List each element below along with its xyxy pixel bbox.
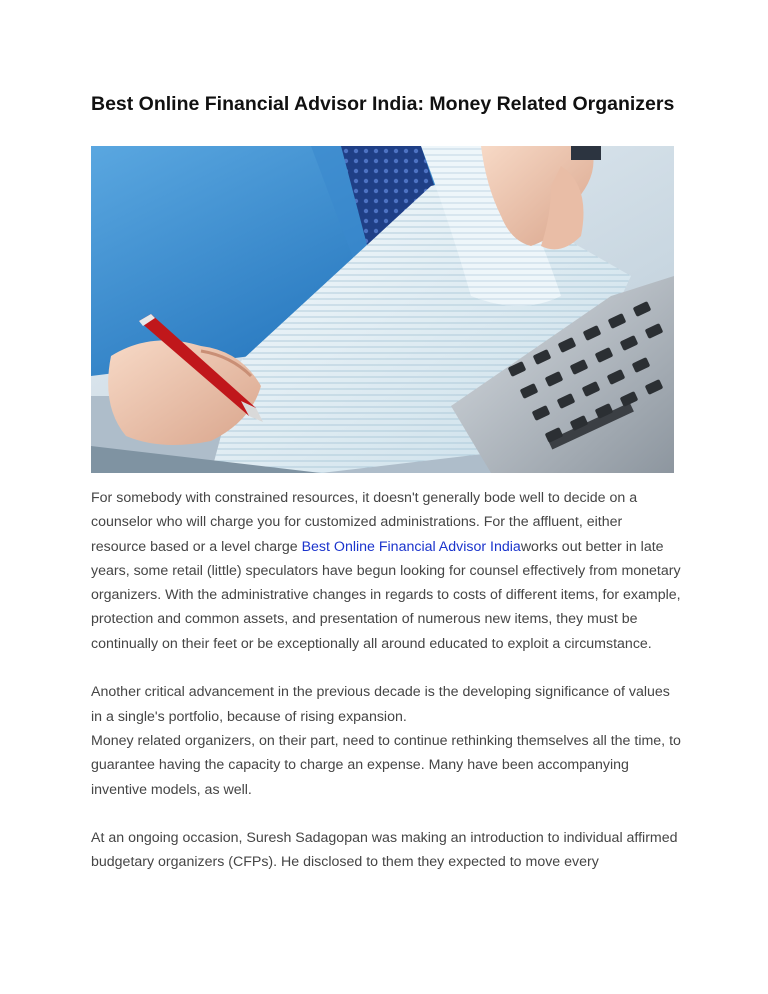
paragraph-4: At an ongoing occasion, Suresh Sadagopan was making an introduction to individual affirmed budgetary organizers (CFPs). He disclosed to them they expected to move every: [91, 830, 678, 871]
page-title: Best Online Financial Advisor India: Money Related Organizers: [91, 93, 675, 115]
paragraph-1-text-b: works out better in late years, some retail (little) speculators have begun looking for counsel effectively from monetary organizers. With the administrative changes in regards to costs of different items, for example, protection and common assets, and presentation of numerous new items, they must be continually on their feet or be exceptionally all around educated to exploit a circumstance.: [91, 538, 681, 652]
hero-image: [91, 146, 674, 473]
paragraph-1-text-a: For somebody with constrained resources, it doesn't generally bode well to decide on a counselor who will charge you for customized administrations. For the affluent, either resource based or a level charge: [91, 490, 638, 555]
finance-desk-photo-icon: [91, 146, 674, 473]
paragraph-1: [91, 486, 681, 656]
paragraph-3: Money related organizers, on their part, need to continue rethinking themselves all the time, to guarantee having the capacity to charge an expense. Many have been accompanying inventive models, as well.: [91, 732, 681, 798]
paragraph-2: Another critical advancement in the previous decade is the developing significance of values in a single's portfolio, because of rising expansion.: [91, 684, 670, 725]
financial-advisor-link[interactable]: Best Online Financial Advisor India: [301, 538, 521, 555]
article-body: [91, 486, 681, 899]
